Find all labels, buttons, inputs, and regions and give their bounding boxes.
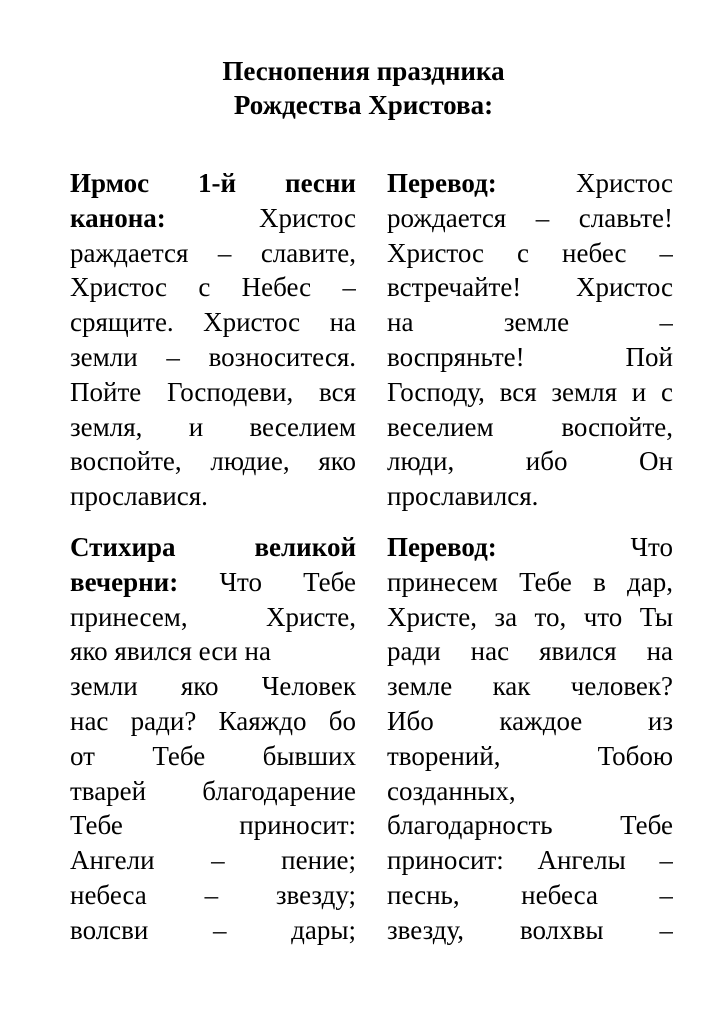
section-label: Стихира великой <box>70 532 356 562</box>
text-line: принесем, Христе, <box>70 601 356 632</box>
text-line: Христос с небес – <box>387 237 673 268</box>
text-line: Господу, вся земля и с <box>387 376 673 407</box>
text-line: Ангели – пение; <box>70 845 356 876</box>
text-line: нас ради? Каяждо бо <box>70 705 356 736</box>
text-line: Перевод: Христос <box>387 168 673 198</box>
text-line: небеса – звезду; <box>70 879 356 910</box>
text-line: прославися. <box>70 481 208 512</box>
irmos-original-column <box>70 166 356 514</box>
text-line: срящите. Христос на <box>70 307 356 338</box>
text-line: вечерни: Что Тебе <box>70 566 356 597</box>
section-label: вечерни: <box>70 566 179 597</box>
irmos-translation-column <box>387 166 673 514</box>
text-line: веселием воспойте, <box>387 411 673 442</box>
text-line: Христе, за то, что Ты <box>387 601 673 632</box>
text-line: Тебе приносит: <box>70 810 356 841</box>
text-line: рождается – славьте! <box>387 202 673 233</box>
text-line: творений, Тобою <box>387 740 673 771</box>
text-line: звезду, волхвы – <box>387 914 673 945</box>
text-line: люди, ибо Он <box>387 446 673 477</box>
text-line: благодарность Тебе <box>387 810 673 841</box>
text-line: земле как человек? <box>387 671 673 702</box>
text-line: раждается – славите, <box>70 237 356 268</box>
text-line <box>70 166 356 201</box>
text-line: прославился. <box>387 481 539 512</box>
section-label: Ирмос 1-й песни <box>70 168 356 198</box>
text-line: Пойте Господеви, вся <box>70 376 356 407</box>
section-label: Перевод: <box>387 532 497 562</box>
stichera-translation-column <box>387 530 673 948</box>
text-line: ради нас явился на <box>387 636 673 667</box>
text-line: воспряньте! Пой <box>387 341 673 372</box>
text-line: Перевод: Что <box>387 532 673 562</box>
text-line: встречайте! Христос <box>387 272 673 303</box>
text-line: созданных, <box>387 775 516 806</box>
text-line <box>70 530 356 565</box>
text-line: земля, и веселием <box>70 411 356 442</box>
text-line: песнь, небеса – <box>387 879 673 910</box>
title-line-1: Песнопения праздника <box>222 56 505 86</box>
text-line: на земле – <box>387 307 673 338</box>
text-line: Христос с Небес – <box>70 272 356 303</box>
section-label: канона: <box>70 202 166 233</box>
text-line: яко явился еси на <box>70 636 271 667</box>
text-line: Ибо каждое из <box>387 705 673 736</box>
text-line: от Тебе бывших <box>70 740 356 771</box>
stichera-original-column <box>70 530 356 948</box>
text-line: канона: Христос <box>70 202 356 233</box>
title-line-2: Рождества Христова: <box>233 90 494 120</box>
text-line: тварей благодарение <box>70 775 356 806</box>
text-line: воспойте, людие, яко <box>70 446 356 477</box>
page-title <box>0 54 727 122</box>
section-label: Перевод: <box>387 168 497 198</box>
text-line: волсви – дары; <box>70 914 356 945</box>
text-line: земли яко Человек <box>70 671 356 702</box>
text-line: приносит: Ангелы – <box>387 845 673 876</box>
text-line: земли – возноситеся. <box>70 341 356 372</box>
text-line: принесем Тебе в дар, <box>387 566 673 597</box>
